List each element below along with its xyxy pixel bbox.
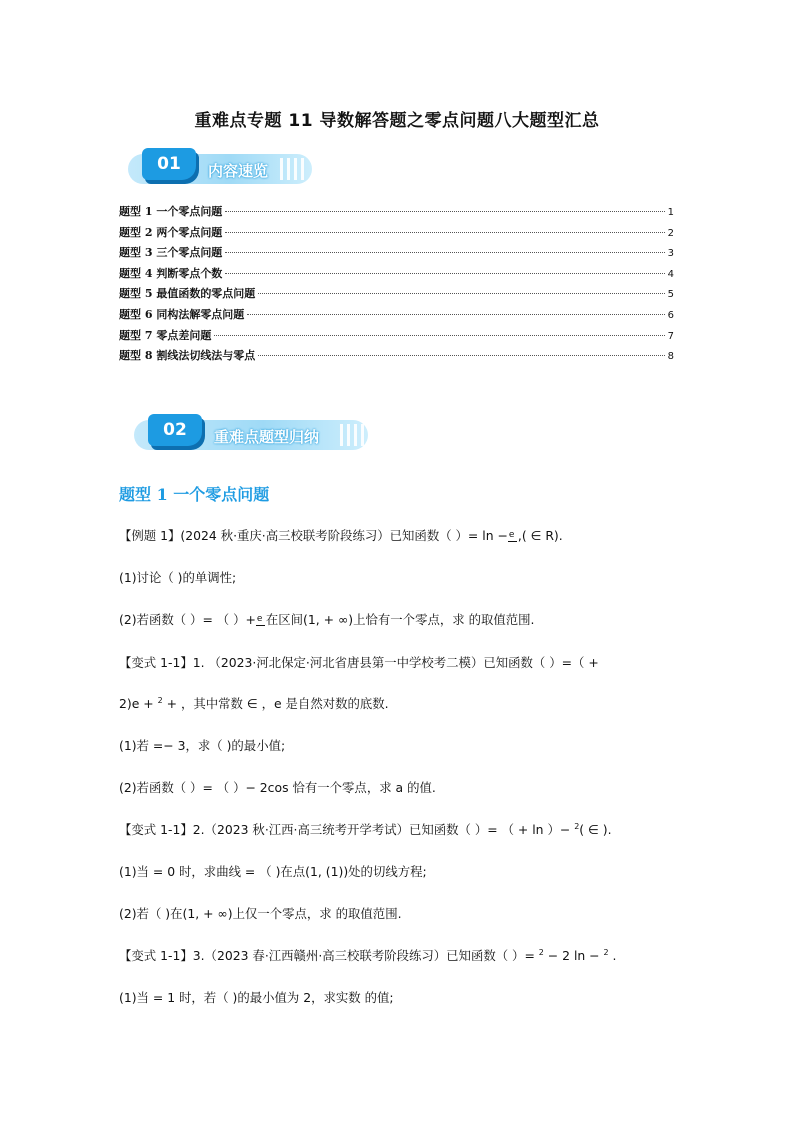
toc-entry-title: 题型 8 割线法切线法与零点 (119, 349, 256, 363)
banner-stripes (280, 158, 304, 180)
toc-entry-title: 题型 6 同构法解零点问题 (119, 307, 245, 321)
text: + ，其中常数 ∈ ，e 是自然对数的底数. (162, 696, 389, 711)
text: . (608, 948, 617, 963)
toc-page-number: 5 (667, 289, 674, 301)
toc-entry-title: 题型 3 三个零点问题 (119, 246, 223, 260)
toc-leader-dots (225, 231, 664, 233)
text: ,( ∈ R). (517, 528, 563, 543)
toc-entry-title: 题型 2 两个零点问题 (119, 225, 223, 239)
toc-leader-dots (214, 334, 664, 336)
example-1-statement (119, 526, 679, 544)
variant-1-statement-cont (119, 694, 679, 712)
toc-page-number: 2 (667, 227, 674, 239)
toc-leader-dots (258, 292, 664, 294)
section-banner-types (134, 414, 368, 458)
toc-entry-title: 题型 5 最值函数的零点问题 (119, 287, 256, 301)
table-of-contents (119, 203, 674, 368)
text: 【变式 1-1】3.（2023 春·江西赣州·高三校联考阶段练习）已知函数（ ）= (119, 948, 539, 963)
banner-label: 重难点题型归纳 (214, 428, 320, 446)
toc-row[interactable] (119, 285, 674, 306)
toc-page-number: 6 (667, 309, 674, 321)
banner-label: 内容速览 (208, 162, 269, 180)
example-1-part-1: (1)讨论（ )的单调性; (119, 570, 237, 585)
toc-row[interactable] (119, 203, 674, 224)
variant-2-part-1: (1)当 = 0 时，求曲线 = （ )在点(1, (1))处的切线方程; (119, 864, 427, 879)
superscript: 2 (574, 821, 580, 831)
section-heading: 题型 1 一个零点问题 (119, 485, 270, 504)
example-1-part-2 (119, 610, 679, 628)
superscript: 2 (603, 947, 609, 957)
toc-row[interactable] (119, 224, 674, 245)
banner-stripes (340, 424, 364, 446)
fraction-bar (508, 541, 517, 542)
toc-page-number: 3 (667, 248, 674, 260)
variant-3-statement (119, 946, 679, 964)
variant-1-part-1: (1)若 =− 3，求（ )的最小值; (119, 738, 286, 753)
text: 【变式 1-1】2.（2023 秋·江西·高三统考开学考试）已知函数（ ）= （ + ln ）− (119, 822, 575, 837)
toc-row[interactable] (119, 306, 674, 327)
toc-page-number: 7 (667, 330, 674, 342)
toc-row[interactable] (119, 244, 674, 265)
toc-row[interactable] (119, 265, 674, 286)
toc-leader-dots (247, 313, 664, 315)
toc-leader-dots (225, 210, 664, 212)
toc-row[interactable] (119, 347, 674, 368)
toc-leader-dots (258, 354, 664, 356)
banner-number: 02 (148, 414, 202, 446)
toc-page-number: 8 (667, 351, 674, 363)
fraction-numerator: e (508, 530, 515, 540)
page-title: 重难点专题 11 导数解答题之零点问题八大题型汇总 (194, 111, 600, 131)
text: ( ∈ ). (579, 822, 612, 837)
section-banner-overview (128, 148, 312, 192)
fraction-numerator: e (256, 614, 263, 624)
superscript: 2 (157, 695, 163, 705)
toc-page-number: 1 (667, 207, 674, 218)
superscript: 2 (538, 947, 544, 957)
toc-entry-title: 题型 7 零点差问题 (119, 328, 212, 342)
toc-entry-title: 题型 4 判断零点个数 (119, 266, 223, 280)
variant-2-statement (119, 820, 679, 838)
variant-1-part-2: (2)若函数（ ）= （ ）− 2cos 恰有一个零点，求 a 的值. (119, 780, 436, 795)
text: − 2 ln − (543, 948, 604, 963)
variant-2-part-2: (2)若（ )在(1, + ∞)上仅一个零点，求 的取值范围. (119, 906, 402, 921)
toc-entry-title: 题型 1 一个零点问题 (119, 205, 223, 218)
toc-row[interactable] (119, 327, 674, 348)
toc-page-number: 4 (667, 268, 674, 280)
variant-1-statement: 【变式 1-1】1. （2023·河北保定·河北省唐县第一中学校考二模）已知函数（ ）=（ + (119, 655, 599, 670)
text: 【例题 1】(2024 秋·重庆·高三校联考阶段练习）已知函数（ ）= ln − (119, 528, 508, 543)
toc-leader-dots (225, 251, 664, 253)
fraction-bar (256, 625, 265, 626)
variant-3-part-1: (1)当 = 1 时，若（ )的最小值为 2，求实数 的值; (119, 990, 394, 1005)
banner-number: 01 (142, 148, 196, 180)
text: 在区间(1, + ∞)上恰有一个零点，求 的取值范围. (265, 612, 535, 627)
text: 2)e + (119, 696, 158, 711)
toc-leader-dots (225, 272, 664, 274)
text: (2)若函数（ ）= （ ）+ (119, 612, 256, 627)
